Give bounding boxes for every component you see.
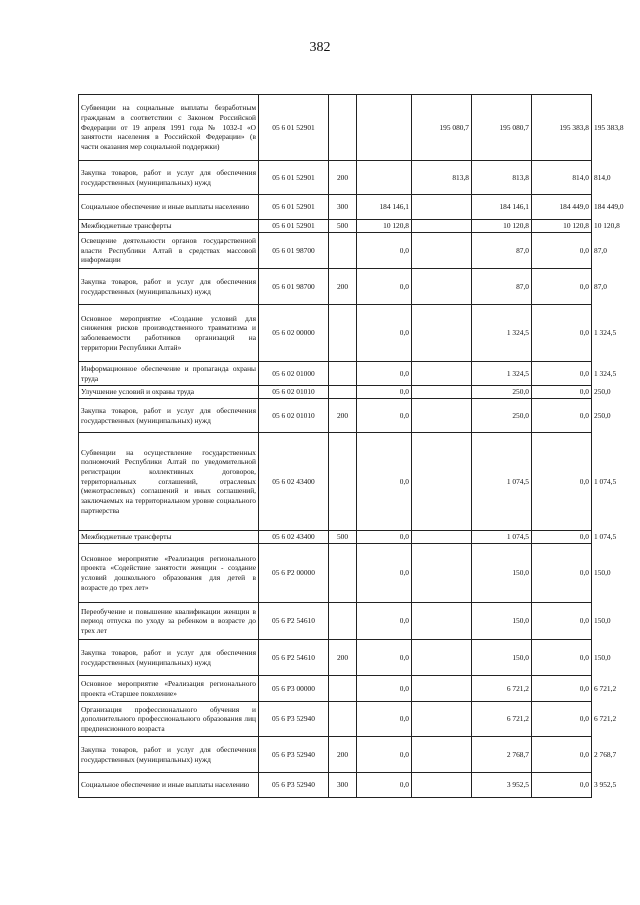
row-value-cell: 0,0 — [532, 399, 592, 433]
row-total-cell: 250,0 — [472, 386, 532, 399]
row-expense-type-cell: 500 — [329, 531, 357, 544]
row-name-cell: Переобучение и повышение квалификации женщин в период отпуска по уходу за ребенком в возрасте до трех лет — [79, 603, 259, 640]
row-value-cell: 0,0 — [357, 640, 412, 676]
row-total-cell: 87,0 — [472, 269, 532, 305]
row-value-cell: 0,0 — [357, 603, 412, 640]
row-value-cell: 0,0 — [357, 433, 412, 531]
row-value-cell: 0,0 — [357, 544, 412, 603]
row-value-cell: 0,0 — [532, 362, 592, 386]
row-total-cell: 6 721,2 — [472, 676, 532, 702]
row-code-cell: 05 6 01 52901 — [259, 161, 329, 195]
row-code-cell: 05 6 02 00000 — [259, 305, 329, 362]
row-value-cell — [412, 702, 472, 737]
row-total-cell: 1 324,5 — [472, 362, 532, 386]
row-expense-type-cell: 500 — [329, 220, 357, 233]
row-value-cell: 0,0 — [532, 702, 592, 737]
row-expense-type-cell — [329, 702, 357, 737]
row-name-cell: Субвенции на социальные выплаты безработным гражданам в соответствии с Законом Российской Федерации от 19 апреля 1991 года № 1032-I «О занятости населения в Российской Федерации» (в части оказания мер социальной поддержки) — [79, 95, 259, 161]
table-row: Закупка товаров, работ и услуг для обеспечения государственных (муниципальных) нужд 05 6 01 52901 200 813,8 813,8 814,0 814,0 — [79, 161, 592, 195]
row-code-cell: 05 6 02 01000 — [259, 362, 329, 386]
row-total-cell: 1 074,5 — [472, 433, 532, 531]
row-value-cell — [412, 433, 472, 531]
row-value-cell — [412, 531, 472, 544]
row-code-cell: 05 6 01 98700 — [259, 233, 329, 269]
row-total-cell: 195 080,7 — [472, 95, 532, 161]
budget-table — [78, 94, 624, 798]
row-value-cell: 0,0 — [532, 544, 592, 603]
table-row: Освещение деятельности органов государственной власти Республики Алтай в средствах массовой информации 05 6 01 98700 0,0 87,0 0,0 87,0 — [79, 233, 592, 269]
row-name-cell: Закупка товаров, работ и услуг для обеспечения государственных (муниципальных) нужд — [79, 399, 259, 433]
row-total-cell: 250,0 — [472, 399, 532, 433]
row-code-cell: 05 6 P2 00000 — [259, 544, 329, 603]
row-value-cell: 0,0 — [532, 773, 592, 798]
row-value-cell: 0,0 — [357, 702, 412, 737]
row-value-cell — [412, 737, 472, 773]
row-code-cell: 05 6 01 52901 — [259, 220, 329, 233]
table-row: Информационное обеспечение и пропаганда охраны труда 05 6 02 01000 0,0 1 324,5 0,0 1 324,5 — [79, 362, 592, 386]
row-expense-type-cell — [329, 544, 357, 603]
table-row: Субвенции на социальные выплаты безработным гражданам в соответствии с Законом Российской Федерации от 19 апреля 1991 года № 1032-I «О занятости населения в Российской Федерации» (в части оказания мер социальной поддержки) 05 6 01 52901 195 080,7 195 080,7 195 383,8 195 383,8 — [79, 95, 592, 161]
row-code-cell: 05 6 02 01010 — [259, 399, 329, 433]
row-value-cell: 0,0 — [532, 233, 592, 269]
row-value-cell — [412, 773, 472, 798]
row-code-cell: 05 6 P2 54610 — [259, 640, 329, 676]
row-value-cell: 0,0 — [357, 773, 412, 798]
row-total-cell: 150,0 — [472, 640, 532, 676]
row-value-cell: 0,0 — [357, 386, 412, 399]
row-expense-type-cell: 300 — [329, 773, 357, 798]
row-value-cell: 0,0 — [357, 362, 412, 386]
row-code-cell: 05 6 P3 52940 — [259, 773, 329, 798]
row-code-cell: 05 6 P2 54610 — [259, 603, 329, 640]
row-value-cell: 0,0 — [532, 676, 592, 702]
row-total-cell: 813,8 — [472, 161, 532, 195]
row-total-cell: 150,0 — [472, 544, 532, 603]
row-expense-type-cell — [329, 362, 357, 386]
row-value-cell: 10 120,8 — [532, 220, 592, 233]
row-expense-type-cell — [329, 233, 357, 269]
row-value-cell: 0,0 — [532, 737, 592, 773]
row-value-cell: 0,0 — [357, 737, 412, 773]
table-row: Основное мероприятие «Создание условий для снижения рисков производственного травматизма и заболеваемости работников организаций на территории Республики Алтай» 05 6 02 00000 0,0 1 324,5 0,0 1 324,5 — [79, 305, 592, 362]
row-name-cell: Информационное обеспечение и пропаганда охраны труда — [79, 362, 259, 386]
row-value-cell — [412, 676, 472, 702]
row-expense-type-cell — [329, 386, 357, 399]
row-expense-type-cell: 200 — [329, 161, 357, 195]
row-total-cell: 1 074,5 — [472, 531, 532, 544]
row-expense-type-cell — [329, 603, 357, 640]
row-value-cell — [412, 305, 472, 362]
row-total-cell: 2 768,7 — [472, 737, 532, 773]
row-value-cell: 0,0 — [532, 531, 592, 544]
table-row: Улучшение условий и охраны труда 05 6 02 01010 0,0 250,0 0,0 250,0 — [79, 386, 592, 399]
table-row: Основное мероприятие «Реализация регионального проекта «Содействие занятости женщин - создание условий дошкольного образования для детей в возрасте до трех лет» 05 6 P2 00000 0,0 150,0 0,0 150,0 — [79, 544, 592, 603]
row-value-cell: 0,0 — [532, 640, 592, 676]
row-code-cell: 05 6 P3 52940 — [259, 702, 329, 737]
row-expense-type-cell — [329, 433, 357, 531]
row-code-cell: 05 6 01 98700 — [259, 269, 329, 305]
row-value-cell: 0,0 — [532, 603, 592, 640]
row-total-cell: 150,0 — [472, 603, 532, 640]
row-value-cell: 814,0 — [532, 161, 592, 195]
row-name-cell: Закупка товаров, работ и услуг для обеспечения государственных (муниципальных) нужд — [79, 737, 259, 773]
row-name-cell: Социальное обеспечение и иные выплаты населению — [79, 195, 259, 220]
row-total-cell: 10 120,8 — [472, 220, 532, 233]
row-total-cell: 87,0 — [472, 233, 532, 269]
row-expense-type-cell: 300 — [329, 195, 357, 220]
row-value-cell — [357, 161, 412, 195]
row-value-cell: 0,0 — [357, 233, 412, 269]
row-total-cell: 184 146,1 — [472, 195, 532, 220]
row-code-cell: 05 6 01 52901 — [259, 195, 329, 220]
row-value-cell: 184 146,1 — [357, 195, 412, 220]
row-value-cell — [412, 399, 472, 433]
row-name-cell: Основное мероприятие «Создание условий для снижения рисков производственного травматизма и заболеваемости работников организаций на территории Республики Алтай» — [79, 305, 259, 362]
table-row: Межбюджетные трансферты 05 6 02 43400 500 0,0 1 074,5 0,0 1 074,5 — [79, 531, 592, 544]
row-name-cell: Закупка товаров, работ и услуг для обеспечения государственных (муниципальных) нужд — [79, 269, 259, 305]
row-value-cell — [412, 603, 472, 640]
row-value-cell: 0,0 — [532, 386, 592, 399]
row-name-cell: Закупка товаров, работ и услуг для обеспечения государственных (муниципальных) нужд — [79, 640, 259, 676]
table-row: Закупка товаров, работ и услуг для обеспечения государственных (муниципальных) нужд 05 6 P2 54610 200 0,0 150,0 0,0 150,0 — [79, 640, 592, 676]
row-value-cell: 0,0 — [532, 305, 592, 362]
row-value-cell: 0,0 — [357, 269, 412, 305]
row-name-cell: Организация профессионального обучения и дополнительного профессионального образования лиц предпенсионного возраста — [79, 702, 259, 737]
row-expense-type-cell — [329, 95, 357, 161]
row-value-cell: 0,0 — [532, 269, 592, 305]
row-name-cell: Социальное обеспечение и иные выплаты населению — [79, 773, 259, 798]
row-value-cell — [412, 195, 472, 220]
row-name-cell: Субвенции на осуществление государственных полномочий Республики Алтай по уведомительной регистрации коллективных договоров, территориальных соглашений, отраслевых (межотраслевых) соглашений и иных соглашений, заключаемых на территориальном уровне социального партнерства — [79, 433, 259, 531]
budget-table-body — [79, 95, 624, 798]
row-value-cell — [412, 220, 472, 233]
row-expense-type-cell: 200 — [329, 640, 357, 676]
row-value-cell — [412, 233, 472, 269]
table-row: Социальное обеспечение и иные выплаты населению 05 6 P3 52940 300 0,0 3 952,5 0,0 3 952,5 — [79, 773, 592, 798]
table-row: Закупка товаров, работ и услуг для обеспечения государственных (муниципальных) нужд 05 6 P3 52940 200 0,0 2 768,7 0,0 2 768,7 — [79, 737, 592, 773]
table-row: Социальное обеспечение и иные выплаты населению 05 6 01 52901 300 184 146,1 184 146,1 184 449,0 184 449,0 — [79, 195, 592, 220]
row-code-cell: 05 6 02 01010 — [259, 386, 329, 399]
table-row: Субвенции на осуществление государственных полномочий Республики Алтай по уведомительной регистрации коллективных договоров, территориальных соглашений, отраслевых (межотраслевых) соглашений и иных соглашений, заключаемых на территориальном уровне социального партнерства 05 6 02 43400 0,0 1 074,5 0,0 1 074,5 — [79, 433, 592, 531]
row-code-cell: 05 6 P3 52940 — [259, 737, 329, 773]
row-value-cell: 10 120,8 — [357, 220, 412, 233]
page-number: 382 — [309, 40, 331, 55]
table-row: Основное мероприятие «Реализация регионального проекта «Старшее поколение» 05 6 P3 00000 0,0 6 721,2 0,0 6 721,2 — [79, 676, 592, 702]
row-name-cell: Основное мероприятие «Реализация регионального проекта «Старшее поколение» — [79, 676, 259, 702]
row-total-cell: 6 721,2 — [472, 702, 532, 737]
row-value-cell: 0,0 — [357, 305, 412, 362]
row-expense-type-cell: 200 — [329, 269, 357, 305]
row-value-cell: 0,0 — [357, 399, 412, 433]
row-value-cell — [412, 362, 472, 386]
table-row: Закупка товаров, работ и услуг для обеспечения государственных (муниципальных) нужд 05 6 01 98700 200 0,0 87,0 0,0 87,0 — [79, 269, 592, 305]
row-value-cell — [412, 386, 472, 399]
row-value-cell — [412, 640, 472, 676]
row-total-cell: 3 952,5 — [472, 773, 532, 798]
row-value-cell: 184 449,0 — [532, 195, 592, 220]
table-row: Организация профессионального обучения и дополнительного профессионального образования лиц предпенсионного возраста 05 6 P3 52940 0,0 6 721,2 0,0 6 721,2 — [79, 702, 592, 737]
row-expense-type-cell: 200 — [329, 399, 357, 433]
row-value-cell: 0,0 — [532, 433, 592, 531]
row-code-cell: 05 6 02 43400 — [259, 433, 329, 531]
row-name-cell: Межбюджетные трансферты — [79, 220, 259, 233]
row-value-cell — [357, 95, 412, 161]
row-code-cell: 05 6 P3 00000 — [259, 676, 329, 702]
row-expense-type-cell — [329, 305, 357, 362]
row-value-cell — [412, 544, 472, 603]
row-name-cell: Закупка товаров, работ и услуг для обеспечения государственных (муниципальных) нужд — [79, 161, 259, 195]
row-name-cell: Улучшение условий и охраны труда — [79, 386, 259, 399]
row-value-cell: 0,0 — [357, 676, 412, 702]
row-value-cell — [412, 269, 472, 305]
row-name-cell: Основное мероприятие «Реализация регионального проекта «Содействие занятости женщин - создание условий дошкольного образования для детей в возрасте до трех лет» — [79, 544, 259, 603]
row-expense-type-cell: 200 — [329, 737, 357, 773]
row-value-cell: 195 080,7 — [412, 95, 472, 161]
row-value-cell: 195 383,8 — [532, 95, 592, 161]
row-expense-type-cell — [329, 676, 357, 702]
row-code-cell: 05 6 02 43400 — [259, 531, 329, 544]
row-name-cell: Межбюджетные трансферты — [79, 531, 259, 544]
row-name-cell: Освещение деятельности органов государственной власти Республики Алтай в средствах массовой информации — [79, 233, 259, 269]
row-total-cell: 1 324,5 — [472, 305, 532, 362]
table-row: Межбюджетные трансферты 05 6 01 52901 500 10 120,8 10 120,8 10 120,8 10 120,8 — [79, 220, 592, 233]
row-value-cell: 813,8 — [412, 161, 472, 195]
table-row: Переобучение и повышение квалификации женщин в период отпуска по уходу за ребенком в возрасте до трех лет 05 6 P2 54610 0,0 150,0 0,0 150,0 — [79, 603, 592, 640]
row-code-cell: 05 6 01 52901 — [259, 95, 329, 161]
row-value-cell: 0,0 — [357, 531, 412, 544]
table-row: Закупка товаров, работ и услуг для обеспечения государственных (муниципальных) нужд 05 6 02 01010 200 0,0 250,0 0,0 250,0 — [79, 399, 592, 433]
